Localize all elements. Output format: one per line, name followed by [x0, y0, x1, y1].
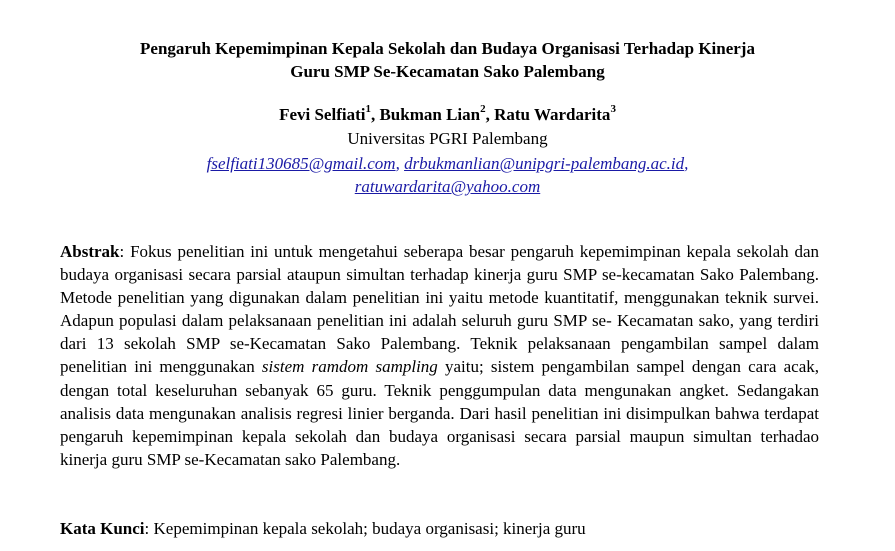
abstract-text: Fokus penelitian ini untuk mengetahui seberapa besar pengaruh kepemimpinan kepala sekolah dan budaya organisasi secara parsial ataupun simultan terhadap kinerja guru SMP se-kecamatan Sako Palembang. Metode penelitian yang digunakan dalam penelitian ini yaitu metode kuantitatif, menggunakan teknik survei. Adapun populasi dalam pelaksanaan penelitian ini adalah seluruh guru SMP se- Kecamatan sako, yang terdiri dari 13 sekolah SMP se-Kecamatan Sako Palembang. Teknik pelaksanaan pengambilan sampel dalam penelitian ini menggunakan	[60, 242, 820, 377]
author-emails	[0, 152, 895, 198]
keywords-label: Kata Kunci	[60, 519, 145, 538]
abstract-paragraph	[60, 240, 819, 471]
author-affiliation-mark: 3	[610, 103, 616, 116]
abstract-italic-term: sistem ramdom sampling	[261, 357, 438, 377]
abstract-text-continued: yaitu; sistem pengambilan sampel dengan cara acak, dengan total keseluruhan sebanyak 65 guru. Teknik penggumpulan data mengunakan angket. Sedangakan analisis data mengunakan analisis regresi linier berganda. Dari hasil penelitian ini disimpulkan bahwa terdapat pengaruh kepemimpinan kepala sekolah dan budaya organisasi secara parsial maupun simultan terhadao kinerja guru SMP se-Kecamatan sako Palembang.	[60, 357, 819, 469]
abstract	[60, 240, 819, 471]
keywords-colon: :	[144, 519, 154, 538]
author-name: Bukman Lian	[379, 105, 481, 124]
author-separator: ,	[370, 105, 380, 124]
email-link-3[interactable]: ratuwardarita@yahoo.com	[354, 177, 541, 196]
author-affiliation-mark: 1	[365, 103, 371, 116]
author-affiliation-mark: 2	[480, 103, 486, 116]
author-name: Fevi Selfiati	[279, 105, 366, 124]
email-separator: ,	[395, 154, 400, 173]
abstract-colon: :	[119, 242, 131, 261]
email-link-2[interactable]: drbukmanlian@unipgri-palembang.ac.id	[404, 154, 685, 173]
author-separator: ,	[485, 105, 495, 124]
abstract-label: Abstrak	[60, 242, 120, 261]
author-list	[0, 103, 895, 126]
email-separator: ,	[684, 154, 689, 173]
affiliation: Universitas PGRI Palembang	[347, 129, 548, 148]
keywords-text: Kepemimpinan kepala sekolah; budaya organisasi; kinerja guru	[153, 519, 586, 538]
email-link-1[interactable]: fselfiati130685@gmail.com	[206, 154, 396, 173]
paper-title-line-1: Pengaruh Kepemimpinan Kepala Sekolah dan Budaya Organisasi Terhadap Kinerja	[140, 39, 755, 58]
author-name: Ratu Wardarita	[494, 105, 611, 124]
paper-title-line-2: Guru SMP Se-Kecamatan Sako Palembang	[290, 62, 605, 81]
paper-title	[0, 37, 895, 83]
keywords	[60, 517, 840, 540]
